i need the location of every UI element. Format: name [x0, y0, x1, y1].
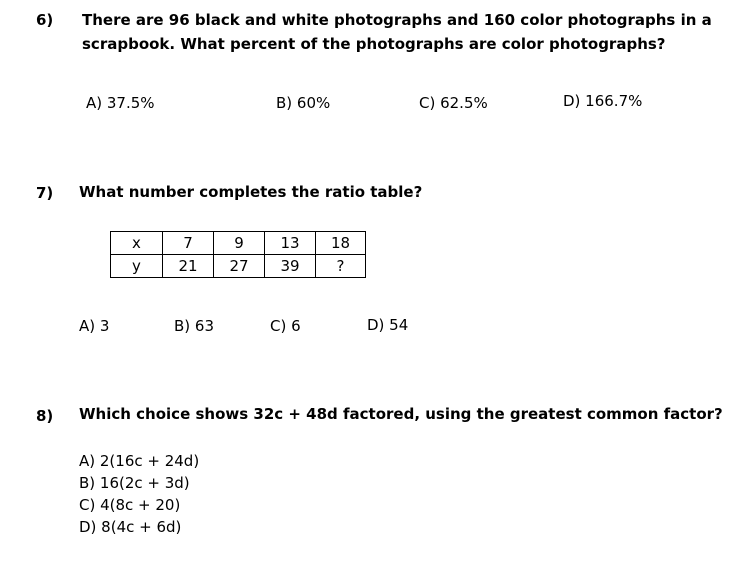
- choice-c: C) 6: [270, 317, 301, 335]
- choice-a: A) 2(16c + 24d): [79, 452, 200, 470]
- choice-b: B) 63: [174, 317, 214, 335]
- question-number: 6): [36, 11, 54, 29]
- choice-c: C) 62.5%: [419, 94, 488, 112]
- question-number: 7): [36, 184, 54, 202]
- table-header-y: y: [111, 255, 163, 278]
- question-text: Which choice shows 32c + 48d factored, using the greatest common factor?: [79, 405, 723, 423]
- table-cell: 13: [265, 232, 316, 255]
- table-cell: 39: [265, 255, 316, 278]
- choice-c: C) 4(8c + 20): [79, 496, 181, 514]
- table-cell: 21: [163, 255, 214, 278]
- table-cell-unknown: ?: [316, 255, 366, 278]
- table-cell: 9: [214, 232, 265, 255]
- choice-d: D) 8(4c + 6d): [79, 518, 182, 536]
- choice-a: A) 37.5%: [86, 94, 155, 112]
- question-number: 8): [36, 407, 54, 425]
- question-text-line-1: There are 96 black and white photographs and 160 color photographs in a: [82, 11, 712, 29]
- table-cell: 7: [163, 232, 214, 255]
- question-text: What number completes the ratio table?: [79, 183, 423, 201]
- table-header-x: x: [111, 232, 163, 255]
- choice-d: D) 166.7%: [563, 92, 643, 110]
- question-text-line-2: scrapbook. What percent of the photographs are color photographs?: [82, 35, 666, 53]
- choice-a: A) 3: [79, 317, 110, 335]
- choice-b: B) 60%: [276, 94, 331, 112]
- table-cell: 27: [214, 255, 265, 278]
- table-cell: 18: [316, 232, 366, 255]
- choice-d: D) 54: [367, 316, 409, 334]
- choice-b: B) 16(2c + 3d): [79, 474, 190, 492]
